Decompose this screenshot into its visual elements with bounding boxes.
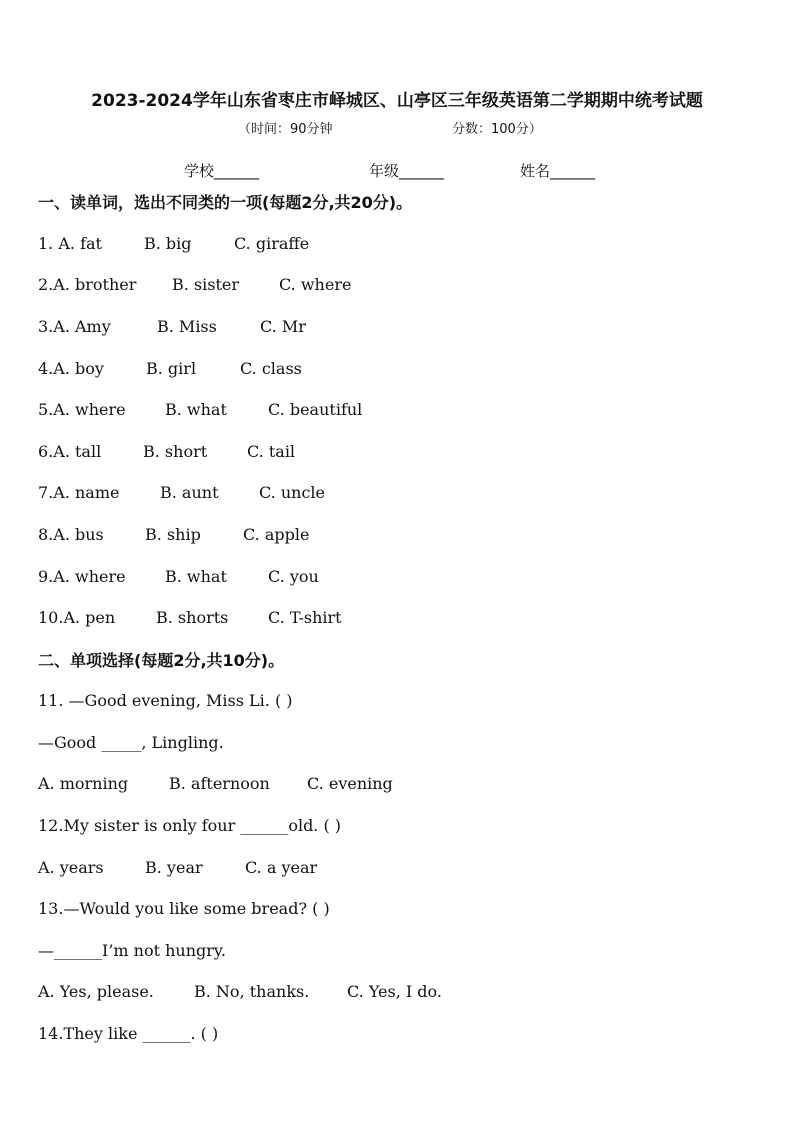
exam-title: 2023-2024学年山东省枣庄市峄城区、山亭区三年级英语第二学期期中统考试题 bbox=[91, 91, 703, 111]
question-5-option-a: 5.A. where bbox=[38, 400, 126, 419]
question-4-option-c: C. class bbox=[240, 359, 302, 378]
question-3-option-a: 3.A. Amy bbox=[38, 317, 111, 336]
question-6-option-a: 6.A. tall bbox=[38, 442, 102, 461]
question-5-option-b: B. what bbox=[165, 400, 227, 419]
question-1-option-b: B. big bbox=[144, 234, 192, 253]
exam-score: 分数：100分） bbox=[452, 122, 542, 137]
question-3-option-b: B. Miss bbox=[157, 317, 217, 336]
question-11-option-c: C. evening bbox=[307, 774, 393, 793]
question-11-option-b: B. afternoon bbox=[169, 774, 270, 793]
question-12-option-c: C. a year bbox=[245, 858, 318, 877]
section-2-heading: 二、单项选择(每题2分,共10分)。 bbox=[38, 651, 285, 670]
question-2-option-b: B. sister bbox=[172, 275, 240, 294]
name-field: 姓名______ bbox=[520, 162, 596, 180]
question-6-option-c: C. tail bbox=[247, 442, 296, 461]
question-10-option-b: B. shorts bbox=[156, 608, 229, 627]
question-12-option-b: B. year bbox=[145, 858, 203, 877]
question-10-option-c: C. T-shirt bbox=[268, 608, 342, 627]
question-1-option-c: C. giraffe bbox=[234, 234, 310, 253]
question-4-option-b: B. girl bbox=[146, 359, 197, 378]
question-7-option-a: 7.A. name bbox=[38, 483, 120, 502]
question-12-option-a: A. years bbox=[38, 858, 104, 877]
question-11-option-a: A. morning bbox=[38, 774, 129, 793]
question-11-reply: —Good _____, Lingling. bbox=[38, 733, 224, 752]
question-13-option-c: C. Yes, I do. bbox=[347, 982, 442, 1001]
question-13-stem: 13.—Would you like some bread? ( ) bbox=[38, 899, 330, 918]
question-14-stem: 14.They like ______. ( ) bbox=[38, 1024, 219, 1043]
question-2-option-a: 2.A. brother bbox=[38, 275, 137, 294]
question-1-option-a: 1. A. fat bbox=[38, 234, 102, 253]
question-7-option-b: B. aunt bbox=[160, 483, 219, 502]
question-13-reply: —______I’m not hungry. bbox=[38, 941, 226, 960]
question-12-stem: 12.My sister is only four ______old. ( ) bbox=[38, 816, 342, 835]
question-10-option-a: 10.A. pen bbox=[38, 608, 116, 627]
question-7-option-c: C. uncle bbox=[259, 483, 325, 502]
exam-time: （时间：90分钟 bbox=[238, 122, 333, 137]
question-6-option-b: B. short bbox=[143, 442, 208, 461]
question-8-option-a: 8.A. bus bbox=[38, 525, 104, 544]
question-8-option-c: C. apple bbox=[243, 525, 310, 544]
grade-field: 年级______ bbox=[369, 162, 445, 180]
question-13-option-a: A. Yes, please. bbox=[38, 982, 154, 1001]
question-9-option-a: 9.A. where bbox=[38, 567, 126, 586]
question-9-option-c: C. you bbox=[268, 567, 319, 586]
question-5-option-c: C. beautiful bbox=[268, 400, 363, 419]
section-1-heading: 一、读单词，选出不同类的一项(每题2分,共20分)。 bbox=[38, 193, 413, 212]
question-9-option-b: B. what bbox=[165, 567, 227, 586]
question-8-option-b: B. ship bbox=[145, 525, 201, 544]
question-3-option-c: C. Mr bbox=[260, 317, 306, 336]
school-field: 学校______ bbox=[184, 162, 260, 180]
question-4-option-a: 4.A. boy bbox=[38, 359, 104, 378]
question-13-option-b: B. No, thanks. bbox=[194, 982, 310, 1001]
question-2-option-c: C. where bbox=[279, 275, 352, 294]
question-11-stem: 11. —Good evening, Miss Li. ( ) bbox=[38, 691, 293, 710]
